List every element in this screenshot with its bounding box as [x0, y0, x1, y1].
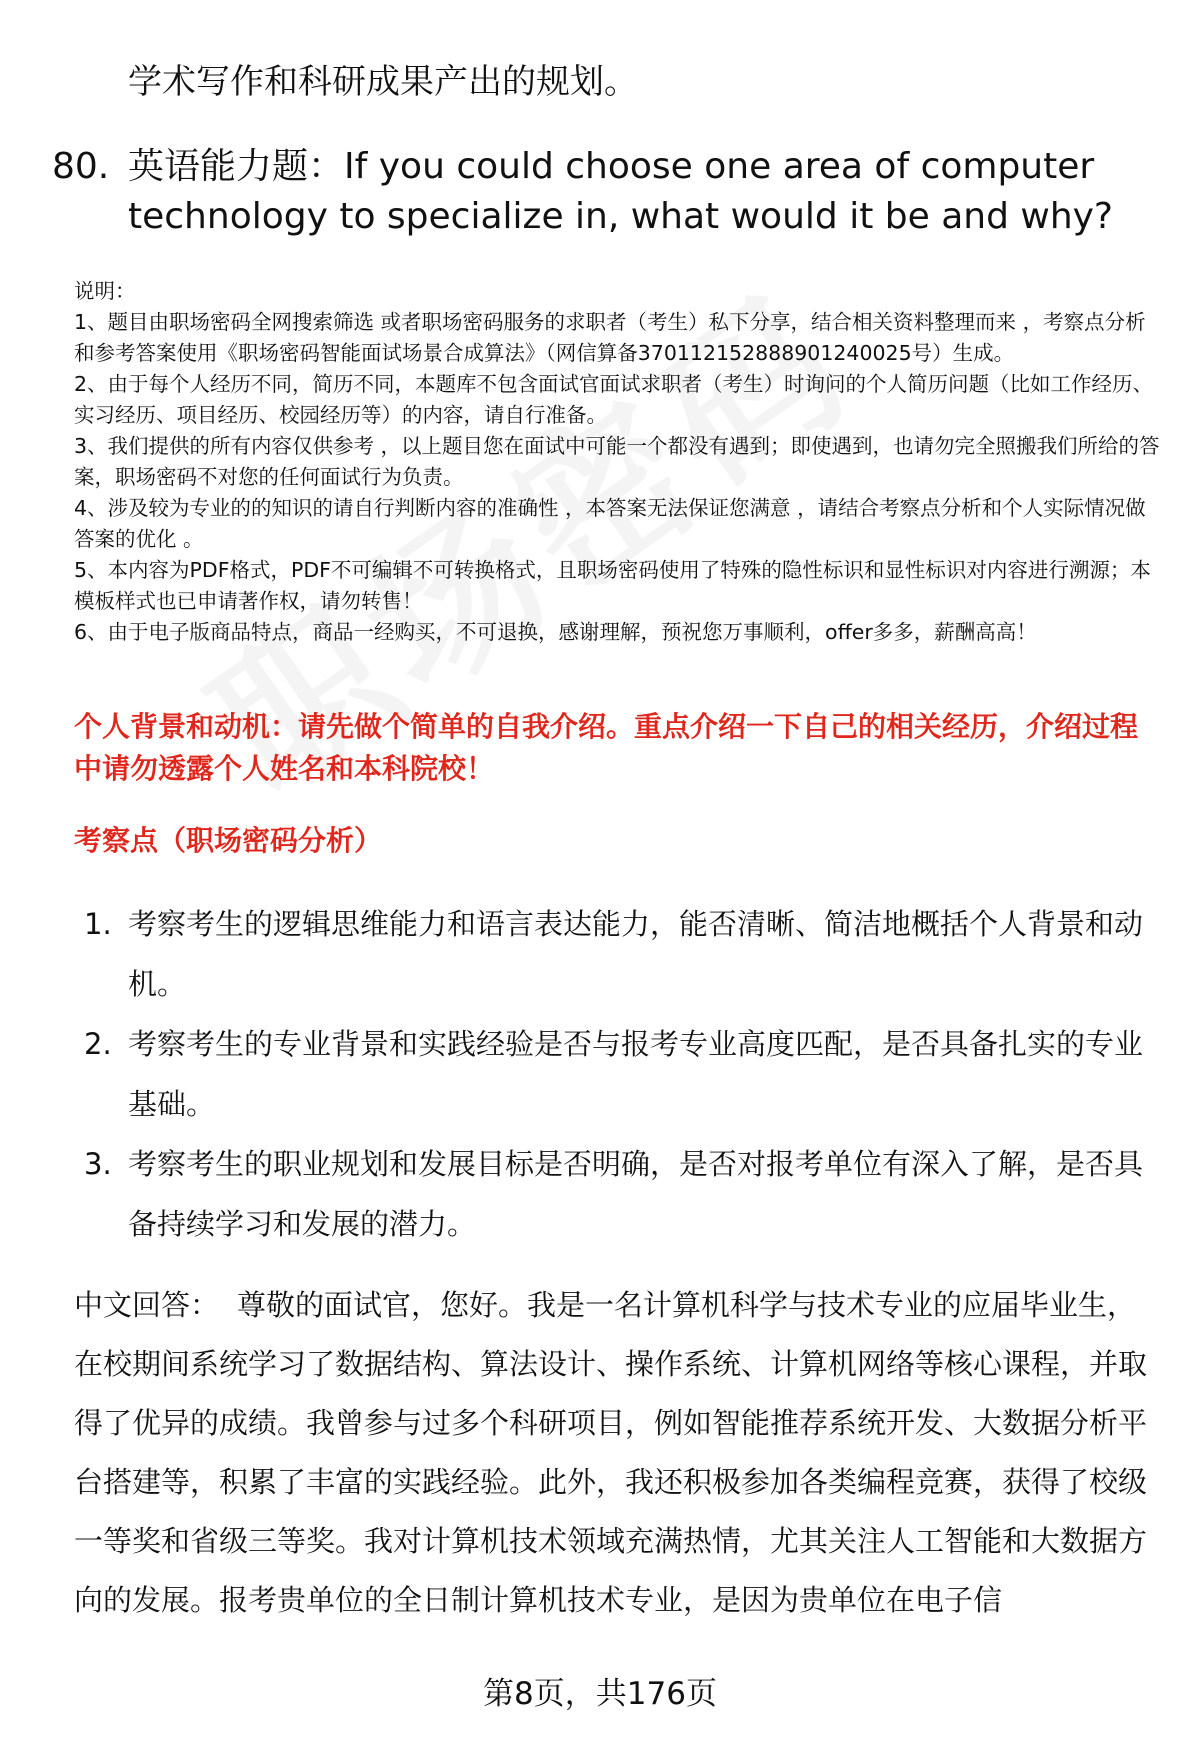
page-footer: 第8页，共176页: [483, 1676, 717, 1712]
list-item: [84, 1134, 1164, 1254]
continuation-text: 学术写作和科研成果产出的规划。: [128, 62, 638, 102]
note-item: 2、由于每个人经历不同，简历不同，本题库不包含面试官面试求职者（考生）时询问的个人简历问题（比如工作经历、实习经历、项目经历、校园经历等）的内容，请自行准备。: [74, 372, 1154, 427]
note-item: 4、涉及较为专业的的知识的请自行判断内容的准确性 ，本答案无法保证您满意 ，请结合考察点分析和个人实际情况做答案的优化 。: [74, 496, 1146, 551]
note-item: 1、题目由职场密码全网搜索筛选 或者职场密码服务的求职者（考生）私下分享，结合相关资料整理而来 ，考察点分析和参考答案使用《职场密码智能面试场景合成算法》（网信算备370112152888901240025号）生成。: [74, 310, 1146, 365]
question-number: 80.: [52, 146, 110, 187]
note-item: 3、我们提供的所有内容仅供参考 ，以上题目您在面试中可能一个都没有遇到；即使遇到，也请勿完全照搬我们所给的答案，职场密码不对您的任何面试行为负责。: [74, 434, 1160, 489]
list-item: [84, 894, 1164, 1014]
question-text: 英语能力题：If you could choose one area of computer technology to specialize in, what would it be and why?: [128, 146, 1114, 237]
list-item-text: 考察考生的专业背景和实践经验是否与报考专业高度匹配，是否具备扎实的专业基础。: [128, 1027, 1144, 1121]
notes-heading: 说明：: [74, 279, 136, 303]
background-question: 个人背景和动机：请先做个简单的自我介绍。重点介绍一下自己的相关经历，介绍过程中请勿透露个人姓名和本科院校！: [74, 710, 1139, 785]
note-item: 5、本内容为PDF格式，PDF不可编辑不可转换格式，且职场密码使用了特殊的隐性标识和显性标识对内容进行溯源；本模板样式也已申请著作权，请勿转售！: [74, 558, 1151, 613]
list-item-text: 考察考生的职业规划和发展目标是否明确，是否对报考单位有深入了解，是否具备持续学习和发展的潜力。: [128, 1147, 1144, 1241]
list-item-text: 考察考生的逻辑思维能力和语言表达能力，能否清晰、简洁地概括个人背景和动机。: [128, 907, 1144, 1001]
answer-label: 中文回答：: [74, 1288, 220, 1322]
question-80: [52, 142, 1162, 242]
answer-text: 尊敬的面试官，您好。我是一名计算机科学与技术专业的应届毕业生，在校期间系统学习了数据结构、算法设计、操作系统、计算机网络等核心课程，并取得了优异的成绩。我曾参与过多个科研项目，例如智能推荐系统开发、大数据分析平台搭建等，积累了丰富的实践经验。此外，我还积极参加各类编程竞赛，获得了校级一等奖和省级三等奖。我对计算机技术领域充满热情，尤其关注人工智能和大数据方向的发展。报考贵单位的全日制计算机技术专业，是因为贵单位在电子信: [74, 1288, 1148, 1617]
key-points-title: 考察点（职场密码分析）: [74, 824, 383, 857]
key-points-list: [84, 894, 1164, 1254]
list-item-number: 1.: [84, 907, 112, 941]
notes-block: [74, 276, 1164, 648]
list-item-number: 2.: [84, 1027, 112, 1061]
list-item-number: 3.: [84, 1147, 112, 1181]
note-item: 6、由于电子版商品特点，商品一经购买，不可退换，感谢理解，预祝您万事顺利，offer多多，薪酬高高！: [74, 620, 1037, 644]
list-item: [84, 1014, 1164, 1134]
chinese-answer: [74, 1276, 1154, 1630]
